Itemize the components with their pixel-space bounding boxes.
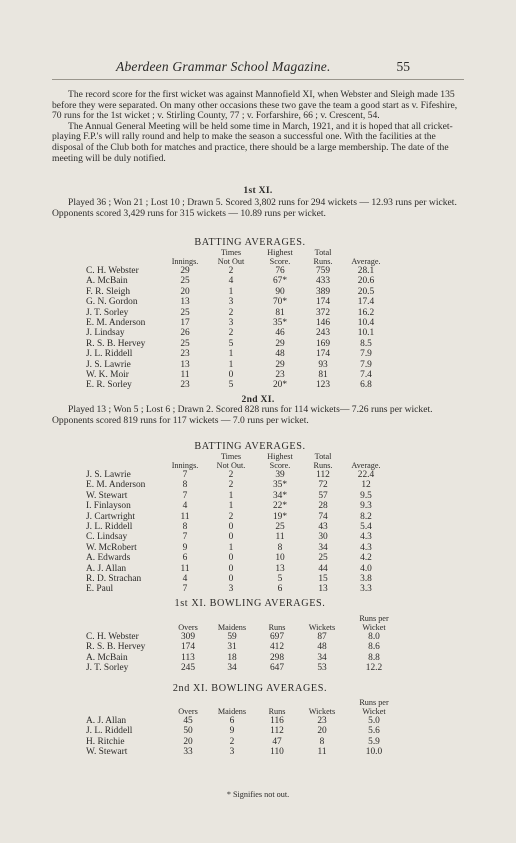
table-row [86, 480, 390, 490]
table-row [86, 716, 402, 726]
magazine-title: Aberdeen Grammar School Magazine. [116, 59, 331, 74]
stat-not-out: 1 [228, 542, 234, 553]
table-row [86, 512, 390, 522]
stat-runs: 243 [315, 328, 331, 339]
stat-wickets: 53 [317, 663, 327, 674]
table-row [86, 737, 402, 747]
stat-per-wicket: 5.0 [368, 716, 380, 726]
column-header-runs: Runs [268, 623, 286, 632]
stat-maidens: 9 [229, 726, 235, 737]
stat-highest: 35* [272, 480, 288, 491]
stat-innings: 8 [182, 480, 188, 491]
stat-runs: 123 [315, 380, 331, 391]
stat-innings: 6 [182, 553, 188, 564]
stat-highest: 34* [272, 490, 288, 501]
second-xi-summary [52, 405, 464, 426]
stat-runs: 47 [272, 736, 282, 747]
header-row [86, 698, 402, 716]
stat-innings: 11 [180, 563, 190, 574]
first-xi-bowling-table [86, 614, 402, 674]
table-row [86, 266, 390, 276]
column-header-highest: Highest Score. [267, 452, 293, 470]
second-xi-batting-table [86, 452, 390, 595]
table-row [86, 747, 402, 757]
column-header-wickets: Wickets [308, 623, 336, 632]
table-row [86, 564, 390, 574]
stat-highest: 20* [272, 380, 288, 391]
name-column-header [86, 248, 164, 266]
stat-runs: 116 [270, 716, 284, 726]
stat-highest: 39 [275, 470, 285, 480]
stat-per-wicket: 5.9 [368, 736, 380, 747]
column-header-maidens: Maidens [217, 707, 247, 716]
stat-highest: 46 [275, 328, 285, 339]
stat-innings: 13 [180, 297, 190, 308]
stat-innings: 23 [180, 349, 190, 360]
stat-highest: 10 [275, 553, 285, 564]
stat-highest: 29 [275, 338, 285, 349]
table-row [86, 726, 402, 736]
table-row [86, 470, 390, 480]
stat-highest: 76 [275, 266, 285, 276]
stat-per-wicket: 12.2 [365, 663, 383, 674]
stat-average: 9.3 [360, 501, 372, 512]
player-name: R. S. B. Hervey [86, 642, 146, 653]
second-xi-bowling-title: 2nd XI. BOWLING AVERAGES. [172, 683, 328, 694]
page-number: 55 [396, 59, 410, 74]
column-header-not-out: Times Not Out [217, 248, 245, 266]
stat-runs: 146 [315, 318, 331, 329]
stat-not-out: 1 [228, 349, 234, 360]
stat-not-out: 1 [228, 286, 234, 297]
stat-innings: 7 [182, 584, 188, 595]
stat-innings: 25 [180, 276, 190, 287]
player-name: E. R. Sorley [86, 380, 132, 391]
stat-average: 4.2 [360, 553, 372, 564]
header-rule [52, 79, 464, 80]
stat-not-out: 2 [228, 307, 234, 318]
stat-innings: 11 [180, 511, 190, 522]
not-out-footnote: * Signifies not out. [226, 790, 290, 799]
stat-average: 17.4 [357, 297, 375, 308]
table-row [86, 349, 390, 359]
stat-runs: 15 [318, 574, 328, 585]
second-xi-summary-text: Played 13 ; Won 5 ; Lost 6 ; Drawn 2. Scored 828 runs for 114 wickets— 7.26 runs per wicket. Opponents scored 819 runs for 117 wickets — 7.0 runs per wicket. [52, 404, 433, 426]
stat-not-out: 1 [228, 490, 234, 501]
stat-innings: 4 [182, 501, 188, 512]
stat-innings: 7 [182, 532, 188, 543]
stat-not-out: 3 [228, 318, 234, 329]
stat-overs: 45 [183, 716, 193, 726]
stat-innings: 9 [182, 542, 188, 553]
stat-highest: 25 [275, 522, 285, 533]
player-name: E. Paul [86, 584, 114, 595]
stat-average: 12 [361, 480, 371, 491]
stat-runs: 169 [315, 338, 331, 349]
stat-not-out: 0 [228, 574, 234, 585]
stat-runs: 30 [318, 532, 328, 543]
stat-overs: 50 [183, 726, 193, 737]
table-row [86, 584, 390, 594]
stat-not-out: 5 [228, 380, 234, 391]
column-header-per-wicket: Runs per Wicket [359, 698, 389, 716]
stat-runs: 174 [315, 349, 331, 360]
player-name: E. M. Anderson [86, 480, 146, 491]
stat-per-wicket: 8.6 [368, 642, 380, 653]
first-xi-bowling-title: 1st XI. BOWLING AVERAGES. [174, 598, 326, 609]
stat-runs: 412 [269, 642, 285, 653]
player-name: W. K. Moir [86, 370, 129, 381]
player-name: R. D. Strachan [86, 574, 142, 585]
player-name: A. Edwards [86, 553, 131, 564]
first-xi-batting-title: BATTING AVERAGES. [194, 237, 306, 248]
table-row [86, 501, 390, 511]
stat-wickets: 8 [319, 736, 325, 747]
stat-not-out: 4 [228, 276, 234, 287]
column-header-average: Average. [351, 257, 381, 266]
column-header-per-wicket: Runs per Wicket [359, 614, 389, 632]
table-row [86, 522, 390, 532]
name-column-header [86, 452, 164, 470]
stat-highest: 35* [272, 318, 288, 329]
stat-highest: 5 [277, 574, 283, 585]
column-header-runs: Total Runs. [313, 248, 333, 266]
stat-average: 22.4 [357, 470, 375, 480]
stat-innings: 25 [180, 338, 190, 349]
stat-wickets: 11 [317, 747, 327, 758]
stat-innings: 17 [180, 318, 190, 329]
player-name: J. Cartwright [86, 511, 135, 522]
stat-average: 5.4 [360, 522, 372, 533]
stat-average: 16.2 [357, 307, 375, 318]
player-name: W. McRobert [86, 542, 137, 553]
second-xi-heading: 2nd XI. [241, 394, 275, 405]
player-name: A. McBain [86, 276, 128, 287]
stat-average: 20.6 [357, 276, 375, 287]
stat-wickets: 23 [317, 716, 327, 726]
stat-innings: 13 [180, 359, 190, 370]
player-name: A. McBain [86, 652, 128, 663]
intro-text [52, 90, 464, 164]
column-header-innings: Innings. [171, 257, 199, 266]
stat-innings: 26 [180, 328, 190, 339]
stat-highest: 11 [275, 532, 285, 543]
stat-runs: 112 [316, 470, 330, 480]
player-name: J. S. Lawrie [86, 470, 131, 480]
stat-maidens: 18 [227, 652, 237, 663]
stat-not-out: 1 [228, 359, 234, 370]
stat-average: 20.5 [357, 286, 375, 297]
table-row [86, 308, 390, 318]
stat-average: 3.8 [360, 574, 372, 585]
stat-runs: 13 [318, 584, 328, 595]
stat-maidens: 59 [227, 632, 237, 642]
first-xi-heading: 1st XI. [243, 185, 273, 196]
stat-innings: 8 [182, 522, 188, 533]
stat-overs: 113 [181, 652, 195, 663]
table-row [86, 339, 390, 349]
column-header-overs: Overs [178, 707, 198, 716]
column-header-highest: Highest Score. [267, 248, 293, 266]
player-name: C. H. Webster [86, 266, 139, 276]
table-row [86, 663, 402, 673]
intro-paragraph-1: The record score for the first wicket was against Mannofield XI, when Webster and Sleigh made 135 before they were separated. On many other occasions these two gave the team a good start as v. Fifeshire, 70 runs for the 1st wicket ; v. Stirling County, 77 ; v. Forfarshire, 66 ; v. Crescent, 54. [52, 89, 458, 122]
stat-average: 4.3 [360, 542, 372, 553]
player-name: W. Stewart [86, 747, 128, 758]
player-name: C. H. Webster [86, 632, 139, 642]
stat-runs: 298 [269, 652, 285, 663]
stat-runs: 43 [318, 522, 328, 533]
stat-runs: 72 [318, 480, 328, 491]
stat-overs: 20 [183, 736, 193, 747]
table-row [86, 653, 402, 663]
stat-innings: 7 [182, 490, 188, 501]
stat-maidens: 2 [229, 736, 235, 747]
player-name: J. T. Sorley [86, 663, 129, 674]
table-row [86, 380, 390, 390]
player-name: J. S. Lawrie [86, 359, 131, 370]
stat-average: 9.5 [360, 490, 372, 501]
column-header-not-out: Times Not Out. [216, 452, 246, 470]
stat-runs: 389 [315, 286, 331, 297]
stat-runs: 81 [318, 370, 328, 381]
stat-not-out: 0 [228, 370, 234, 381]
table-row [86, 318, 390, 328]
table-row [86, 276, 390, 286]
stat-average: 10.1 [357, 328, 375, 339]
table-row [86, 370, 390, 380]
stat-runs: 433 [315, 276, 331, 287]
stat-per-wicket: 8.8 [368, 652, 380, 663]
player-name: J. L. Riddell [86, 349, 133, 360]
header-row [86, 248, 390, 266]
table-row [86, 532, 390, 542]
stat-highest: 13 [275, 563, 285, 574]
stat-not-out: 2 [228, 480, 234, 491]
player-name: J. L. Riddell [86, 726, 133, 737]
name-column-header [86, 614, 168, 632]
stat-highest: 23 [275, 370, 285, 381]
player-name: C. Lindsay [86, 532, 128, 543]
stat-highest: 8 [277, 542, 283, 553]
player-name: A. J. Allan [86, 716, 127, 726]
table-row [86, 553, 390, 563]
stat-overs: 33 [183, 747, 193, 758]
table-row [86, 491, 390, 501]
player-name: H. Ritchie [86, 736, 125, 747]
stat-innings: 23 [180, 380, 190, 391]
stat-not-out: 2 [228, 328, 234, 339]
second-xi-bowling-table [86, 698, 402, 758]
stat-average: 3.3 [360, 584, 372, 595]
stat-average: 6.8 [360, 380, 372, 391]
column-header-runs: Total Runs. [313, 452, 333, 470]
table-row [86, 287, 390, 297]
player-name: J. L. Riddell [86, 522, 133, 533]
intro-paragraph-2: The Annual General Meeting will be held some time in March, 1921, and it is hoped that all cricket-playing F.P.'s will rally round and help to make the season a successful one. With the facilities at the disposal of the Club both for matches and practice, there should be a large membership. The date of the meeting will be duly notified. [52, 120, 453, 164]
table-row [86, 360, 390, 370]
stat-average: 8.5 [360, 338, 372, 349]
stat-per-wicket: 8.0 [368, 632, 380, 642]
name-column-header [86, 698, 168, 716]
stat-highest: 48 [275, 349, 285, 360]
column-header-wickets: Wickets [308, 707, 336, 716]
stat-maidens: 6 [229, 716, 235, 726]
header-row [86, 452, 390, 470]
table-row [86, 574, 390, 584]
column-header-average: Average. [351, 461, 381, 470]
player-name: I. Finlayson [86, 501, 131, 512]
stat-overs: 309 [180, 632, 196, 642]
stat-not-out: 5 [228, 338, 234, 349]
stat-runs: 372 [315, 307, 331, 318]
stat-overs: 245 [180, 663, 196, 674]
column-header-overs: Overs [178, 623, 198, 632]
table-row [86, 543, 390, 553]
stat-average: 8.2 [360, 511, 372, 522]
stat-innings: 20 [180, 286, 190, 297]
player-name: J. T. Sorley [86, 307, 129, 318]
stat-runs: 110 [270, 747, 284, 758]
stat-average: 7.9 [360, 359, 372, 370]
stat-runs: 34 [318, 542, 328, 553]
stat-runs: 697 [269, 632, 285, 642]
player-name: E. M. Anderson [86, 318, 146, 329]
stat-not-out: 0 [228, 522, 234, 533]
stat-maidens: 31 [227, 642, 237, 653]
stat-wickets: 34 [317, 652, 327, 663]
player-name: J. Lindsay [86, 328, 125, 339]
stat-runs: 57 [318, 490, 328, 501]
stat-runs: 93 [318, 359, 328, 370]
stat-wickets: 20 [317, 726, 327, 737]
stat-maidens: 3 [229, 747, 235, 758]
stat-runs: 25 [318, 553, 328, 564]
stat-runs: 112 [270, 726, 284, 737]
stat-runs: 44 [318, 563, 328, 574]
stat-overs: 174 [180, 642, 196, 653]
player-name: W. Stewart [86, 490, 128, 501]
stat-highest: 29 [275, 359, 285, 370]
stat-runs: 647 [269, 663, 285, 674]
table-row [86, 297, 390, 307]
player-name: A. J. Allan [86, 563, 127, 574]
header-row [86, 614, 402, 632]
stat-runs: 174 [315, 297, 331, 308]
column-header-runs: Runs [268, 707, 286, 716]
stat-wickets: 87 [317, 632, 327, 642]
stat-innings: 11 [180, 370, 190, 381]
stat-innings: 4 [182, 574, 188, 585]
table-row [86, 328, 390, 338]
column-header-maidens: Maidens [217, 623, 247, 632]
stat-highest: 67* [272, 276, 288, 287]
stat-innings: 25 [180, 307, 190, 318]
stat-highest: 70* [272, 297, 288, 308]
stat-runs: 28 [318, 501, 328, 512]
first-xi-summary-text: Played 36 ; Won 21 ; Lost 10 ; Drawn 5. Scored 3,802 runs for 294 wickets — 12.93 runs per wicket. Opponents scored 3,429 runs for 315 wickets — 10.89 runs per wicket. [52, 197, 457, 219]
stat-not-out: 3 [228, 297, 234, 308]
stat-not-out: 1 [228, 501, 234, 512]
stat-highest: 19* [272, 511, 288, 522]
first-xi-batting-table [86, 248, 390, 391]
player-name: F. R. Sleigh [86, 286, 131, 297]
stat-innings: 29 [180, 266, 190, 276]
stat-maidens: 34 [227, 663, 237, 674]
stat-average: 4.0 [360, 563, 372, 574]
player-name: R. S. B. Hervey [86, 338, 146, 349]
stat-highest: 81 [275, 307, 285, 318]
column-header-innings: Innings. [171, 461, 199, 470]
player-name: G. N. Gordon [86, 297, 138, 308]
stat-not-out: 2 [228, 511, 234, 522]
second-xi-batting-title: BATTING AVERAGES. [194, 441, 306, 452]
stat-highest: 90 [275, 286, 285, 297]
stat-average: 7.9 [360, 349, 372, 360]
table-row [86, 632, 402, 642]
stat-innings: 7 [182, 470, 188, 480]
stat-highest: 22* [272, 501, 288, 512]
stat-per-wicket: 5.6 [368, 726, 380, 737]
page-header [0, 59, 516, 79]
stat-not-out: 0 [228, 553, 234, 564]
stat-average: 10.4 [357, 318, 375, 329]
stat-not-out: 2 [228, 266, 234, 276]
table-row [86, 642, 402, 652]
first-xi-summary [52, 198, 464, 219]
stat-average: 28.1 [357, 266, 375, 276]
stat-runs: 74 [318, 511, 328, 522]
stat-runs: 759 [315, 266, 331, 276]
stat-per-wicket: 10.0 [365, 747, 383, 758]
stat-not-out: 3 [228, 584, 234, 595]
stat-not-out: 2 [228, 470, 234, 480]
stat-highest: 6 [277, 584, 283, 595]
stat-not-out: 0 [228, 532, 234, 543]
stat-not-out: 0 [228, 563, 234, 574]
stat-average: 7.4 [360, 370, 372, 381]
stat-average: 4.3 [360, 532, 372, 543]
stat-wickets: 48 [317, 642, 327, 653]
